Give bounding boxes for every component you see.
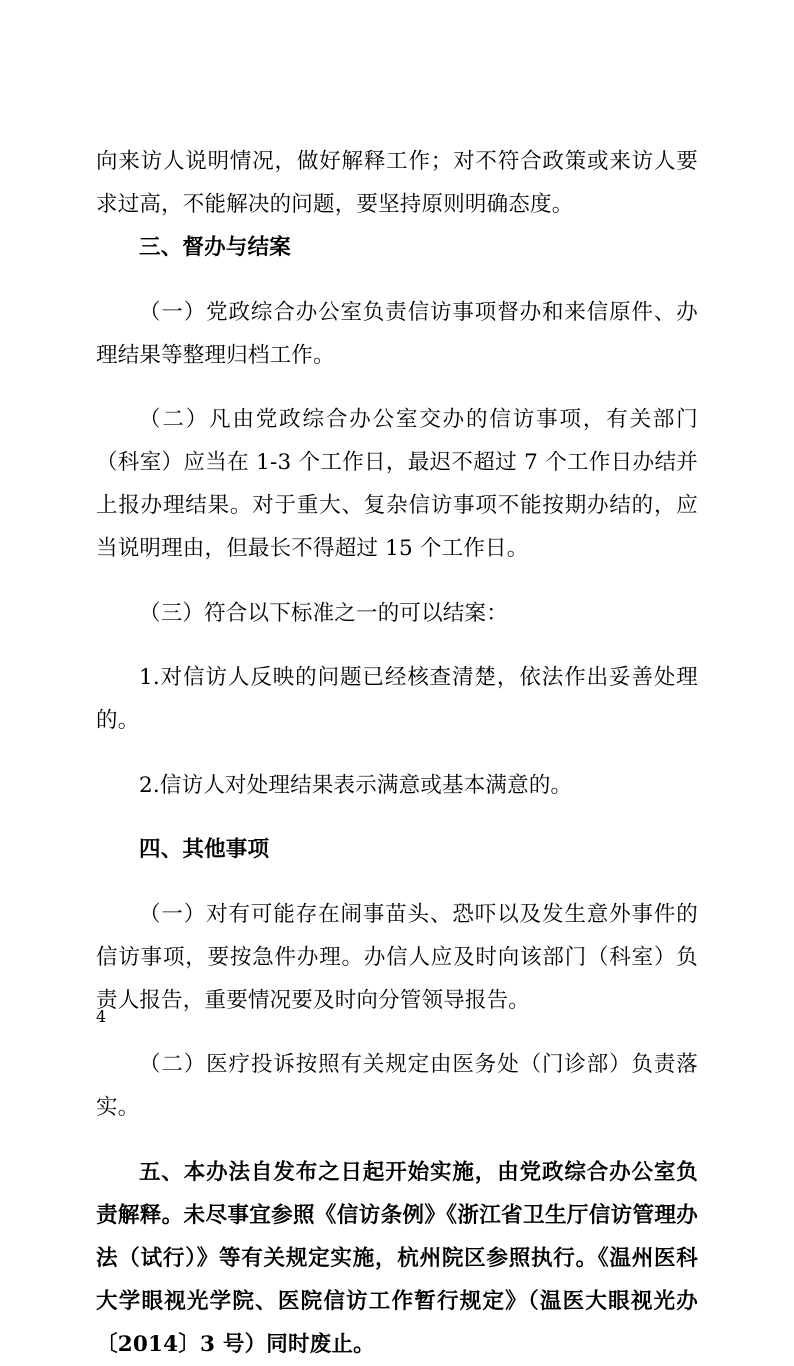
list-item-3-3-2: 2.信访人对处理结果表示满意或基本满意的。: [139, 772, 573, 798]
paragraph-3-3: （三）符合以下标准之一的可以结案：: [139, 600, 508, 626]
paragraph-3-1: （一）党政综合办公室负责信访事项督办和来信原件、办理结果等整理归档工作。: [96, 299, 698, 368]
paragraph-4-1: （一）对有可能存在闹事苗头、恐吓以及发生意外事件的信访事项，要按急件办理。办信人应及时向该部门（科室）负责人报告，重要情况要及时向分管领导报告。: [96, 901, 698, 1013]
section-heading-three: 三、督办与结案: [139, 235, 291, 260]
paragraph-3-2: （二）凡由党政综合办公室交办的信访事项，有关部门（科室）应当在 1-3 个工作日，最迟不超过 7 个工作日办结并上报办理结果。对于重大、复杂信访事项不能按期办结的，应当说明理由，但最长不得超过 15 个工作日。: [96, 407, 698, 561]
document-body: [96, 140, 698, 1366]
paragraph-4-2: （二）医疗投诉按照有关规定由医务处（门诊部）负责落实。: [96, 1052, 698, 1120]
list-item-3-3-1: 1.对信访人反映的问题已经核查清楚，依法作出妥善处理的。: [96, 665, 698, 733]
paragraph-continued: 向来访人说明情况，做好解释工作；对不符合政策或来访人要求过高，不能解决的问题，要坚持原则明确态度。: [96, 149, 698, 217]
section-heading-four: 四、其他事项: [139, 837, 270, 862]
page-number: 4: [96, 1007, 107, 1026]
paragraph-5: 五、本办法自发布之日起开始实施，由党政综合办公室负责解释。未尽事宜参照《信访条例》《浙江省卫生厅信访管理办法（试行）》等有关规定实施，杭州院区参照执行。《温州医科大学眼视光学院、医院信访工作暂行规定》（温医大眼视光办〔2014〕3 号）同时废止。: [96, 1159, 698, 1357]
